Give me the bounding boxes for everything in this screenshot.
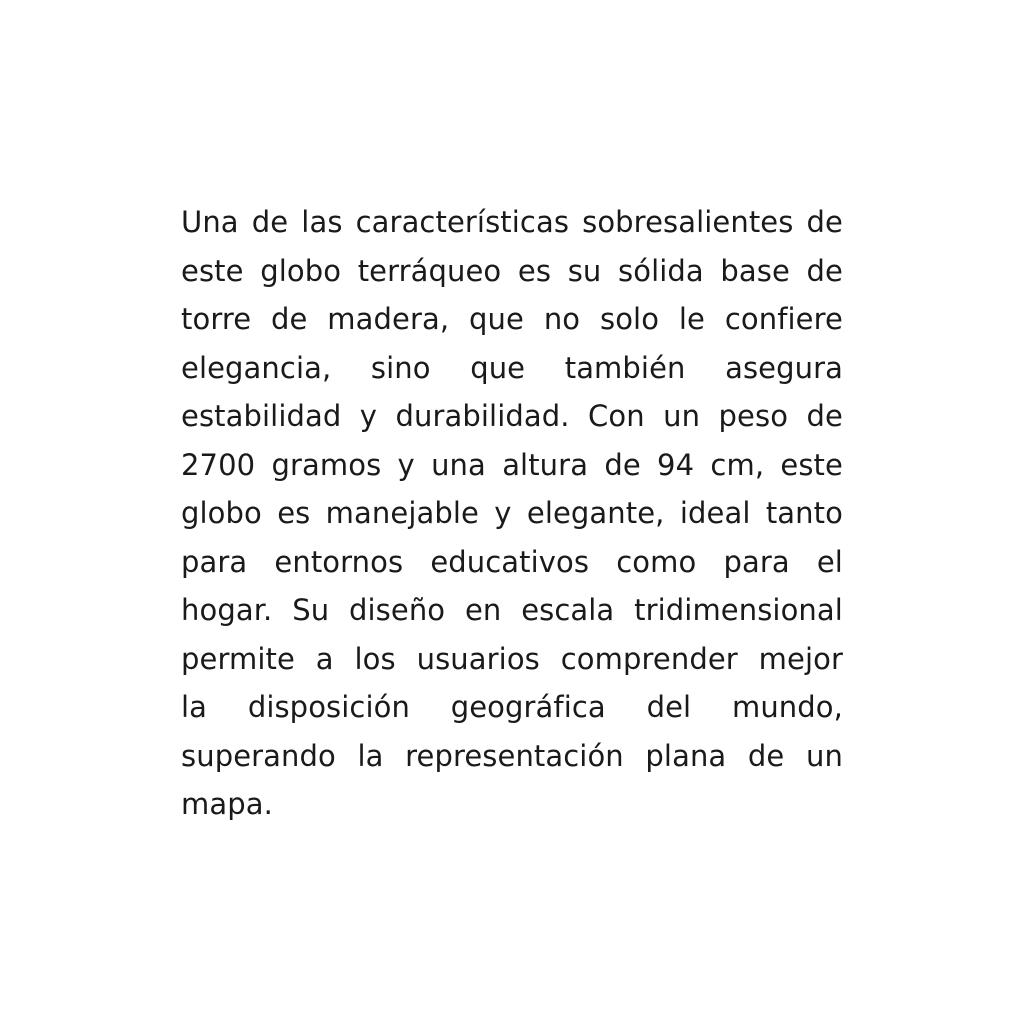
- word: las: [301, 205, 343, 239]
- word: este: [181, 253, 244, 288]
- paragraph-line-last: mapa.: [181, 787, 273, 821]
- word: la: [181, 690, 208, 724]
- word: altura: [502, 447, 589, 482]
- word: Su: [292, 593, 330, 627]
- word: representación: [405, 738, 624, 773]
- word: sólida: [618, 253, 704, 288]
- word: un: [805, 738, 843, 773]
- word: es: [277, 496, 311, 530]
- word: un: [663, 399, 701, 433]
- word: del: [646, 690, 692, 724]
- paragraph-line: [181, 586, 843, 635]
- word: que: [470, 350, 526, 385]
- word: sino: [370, 350, 431, 385]
- word: asegura: [725, 350, 843, 385]
- word: su: [567, 253, 602, 288]
- word: cm,: [710, 447, 765, 482]
- paragraph-line: [181, 489, 843, 538]
- word: una: [431, 447, 486, 482]
- word: y: [397, 447, 415, 482]
- word: mundo,: [731, 690, 843, 724]
- word: en: [464, 593, 502, 627]
- word: como: [616, 544, 697, 579]
- word: de: [604, 447, 641, 482]
- word: de: [747, 738, 785, 773]
- paragraph-line: [181, 198, 843, 247]
- word: durabilidad.: [395, 399, 570, 433]
- word: le: [678, 302, 705, 336]
- word: estabilidad: [181, 399, 342, 433]
- word: manejable: [325, 496, 479, 530]
- word: a: [315, 641, 334, 676]
- word: terráqueo: [357, 253, 502, 288]
- word: diseño: [349, 593, 446, 627]
- word: los: [354, 641, 396, 676]
- paragraph-line: [181, 247, 843, 296]
- word: también: [564, 350, 686, 385]
- word: educativos: [430, 544, 590, 579]
- word: peso: [718, 399, 789, 433]
- word: de: [806, 205, 843, 239]
- word: globo: [260, 253, 342, 288]
- paragraph-line: [181, 344, 843, 393]
- word: elegancia,: [181, 350, 332, 385]
- paragraph-line: [181, 538, 843, 587]
- word: permite: [181, 641, 295, 676]
- paragraph-line: [181, 683, 843, 732]
- word: características: [355, 205, 570, 239]
- word: el: [816, 544, 843, 579]
- word: la: [357, 738, 384, 773]
- paragraph-line: [181, 295, 843, 344]
- word: disposición: [247, 690, 410, 724]
- word: de: [806, 253, 843, 288]
- word: tanto: [765, 496, 843, 530]
- word: 94: [657, 447, 695, 482]
- word: entornos: [274, 544, 404, 579]
- word: hogar.: [181, 593, 273, 627]
- body-paragraph: [181, 198, 843, 829]
- word: es: [517, 253, 552, 288]
- word: tridimensional: [634, 593, 843, 627]
- word: globo: [181, 496, 262, 530]
- word: usuarios: [416, 641, 540, 676]
- word: comprender: [560, 641, 738, 676]
- word: de: [251, 205, 289, 239]
- word: base: [720, 253, 790, 288]
- word: de: [806, 399, 843, 433]
- word: geográfica: [450, 690, 606, 724]
- word: gramos: [271, 447, 382, 482]
- word: confiere: [724, 302, 843, 336]
- word: no: [543, 302, 581, 336]
- word: elegante,: [526, 496, 665, 530]
- word: 2700: [181, 447, 256, 482]
- word: y: [359, 399, 378, 433]
- word: torre: [181, 302, 252, 336]
- paragraph-line: [181, 732, 843, 781]
- word: y: [494, 496, 512, 530]
- word: Una: [181, 205, 239, 239]
- word: de: [271, 302, 308, 336]
- paragraph-line: [181, 635, 843, 684]
- word: madera,: [327, 302, 450, 336]
- word: sobresalientes: [582, 205, 794, 239]
- word: escala: [521, 593, 615, 627]
- word: para: [181, 544, 248, 579]
- word: solo: [599, 302, 660, 336]
- word: Con: [588, 399, 645, 433]
- word: ideal: [679, 496, 751, 530]
- word: mejor: [758, 641, 843, 676]
- word: para: [723, 544, 790, 579]
- word: que: [469, 302, 524, 336]
- paragraph-line: [181, 441, 843, 490]
- paragraph-line: [181, 392, 843, 441]
- word: este: [780, 447, 843, 482]
- word: superando: [181, 738, 336, 773]
- word: plana: [645, 738, 727, 773]
